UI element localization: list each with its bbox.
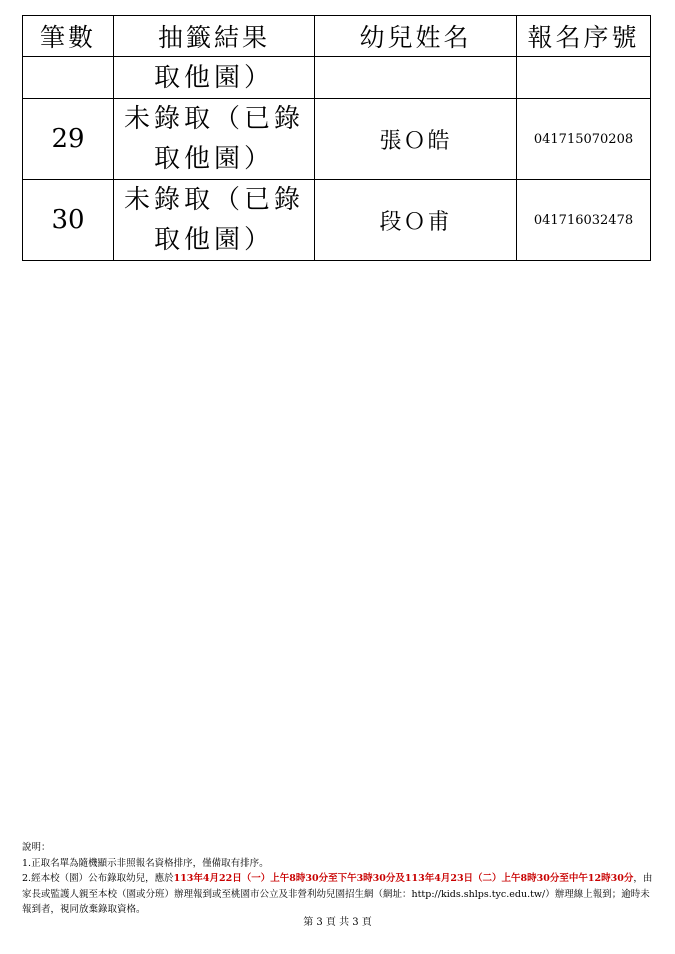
- row-serial: 041715070208: [517, 99, 651, 180]
- table-header-row: [23, 16, 651, 57]
- note-line-2-intro: 2.經本校（園）公布錄取幼兒，應於: [22, 873, 174, 884]
- row-count: 30: [23, 180, 114, 261]
- row-result: 未錄取（已錄取他園）: [114, 99, 315, 180]
- registration-period: 113年4月22日（一）上午8時30分至下午3時30分及113年4月23日（二）上午8時30分至中午12時30分: [173, 873, 634, 884]
- header-draw-result: 抽籤結果: [114, 16, 315, 57]
- row-serial: [517, 57, 651, 99]
- row-count: 29: [23, 99, 114, 180]
- page-number: 第 3 頁 共 3 頁: [303, 917, 372, 928]
- table-row: [23, 99, 651, 180]
- note-line-2-rest: ，由家長或監護人親至本校（園或分班）辦理報到或至桃園市公立及非營利幼兒園招生網（網址：http://kids.shlps.tyc.edu.tw/）辦理線上報到；逾時未報到者，視同放棄錄取資格。: [22, 873, 653, 915]
- row-name: [315, 57, 517, 99]
- table-row: [23, 180, 651, 261]
- row-serial: 041716032478: [517, 180, 651, 261]
- row-name: 段Ｏ甫: [315, 180, 517, 261]
- note-line-1: 1.正取名單為隨機顯示非照報名資格排序，僅備取有排序。: [22, 857, 269, 869]
- table-row: [23, 57, 651, 99]
- header-child-name: 幼兒姓名: [315, 16, 517, 57]
- row-result: 未錄取（已錄取他園）: [114, 180, 315, 261]
- row-name: 張Ｏ皓: [315, 99, 517, 180]
- row-count: [23, 57, 114, 99]
- header-count: 筆數: [23, 16, 114, 57]
- row-result: 取他園）: [114, 57, 315, 99]
- notes-title: 說明：: [22, 842, 51, 853]
- note-line-2: [22, 871, 654, 918]
- notes-section: [22, 840, 654, 918]
- results-table: [22, 15, 651, 261]
- header-registration-number: 報名序號: [517, 16, 651, 57]
